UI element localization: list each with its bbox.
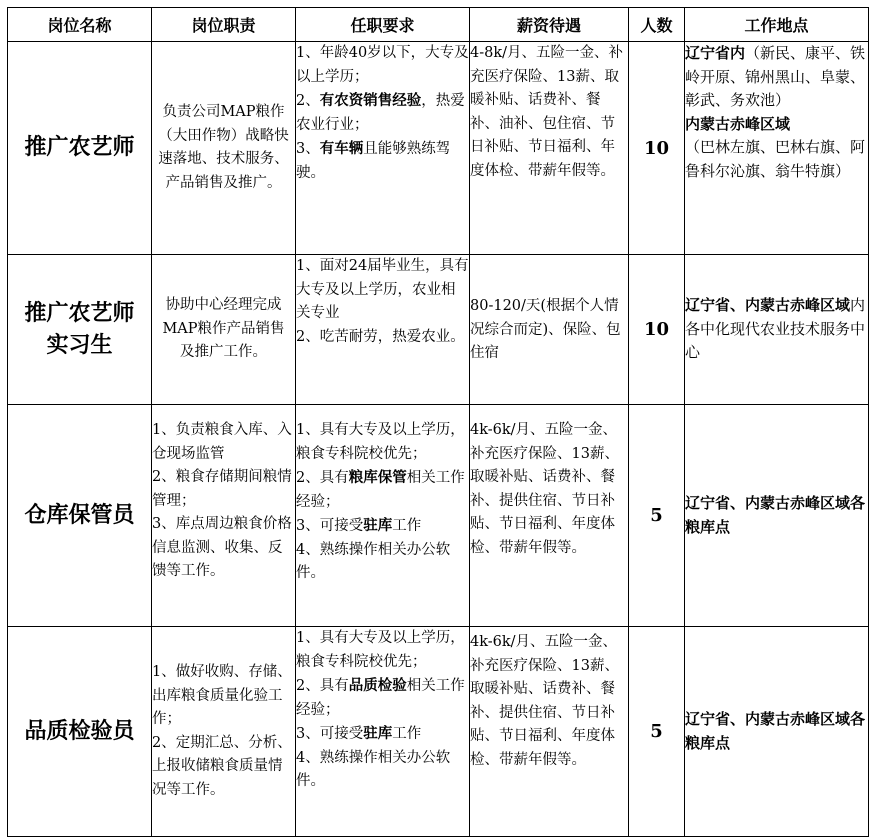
job-duty: 协助中心经理完成MAP粮作产品销售及推广工作。 xyxy=(152,255,296,405)
job-location: 辽宁省、内蒙古赤峰区域内各中化现代农业技术服务中心 xyxy=(685,255,869,405)
table-row xyxy=(8,627,869,837)
header-requirements: 任职要求 xyxy=(296,8,470,42)
job-requirements xyxy=(296,627,470,837)
req-line: 1、年龄40岁以下，大专及以上学历； xyxy=(296,45,469,85)
job-requirements xyxy=(296,255,470,405)
req-line: 2、具有品质检验相关工作经验； xyxy=(296,677,465,718)
req-line: 1、具有大专及以上学历，粮食专科院校优先； xyxy=(296,630,465,670)
job-requirements xyxy=(296,42,470,255)
req-line: 3、可接受驻库工作 xyxy=(296,725,422,742)
table-row xyxy=(8,405,869,627)
table-row xyxy=(8,255,869,405)
header-count: 人数 xyxy=(629,8,685,42)
job-count: 5 xyxy=(629,405,685,627)
job-table xyxy=(7,7,869,837)
job-title: 仓库保管员 xyxy=(8,405,152,627)
header-row xyxy=(8,8,869,42)
job-title: 推广农艺师 实习生 xyxy=(8,255,152,405)
req-line: 1、面对24届毕业生，具有大专及以上学历，农业相关专业 xyxy=(296,258,469,321)
job-duty: 1、负责粮食入库、入仓现场监管 2、粮食存储期间粮情管理； 3、库点周边粮食价格信息监测、收集、反馈等工作。 xyxy=(152,405,296,627)
header-title: 岗位名称 xyxy=(8,8,152,42)
job-count: 5 xyxy=(629,627,685,837)
header-salary: 薪资待遇 xyxy=(470,8,629,42)
req-line: 3、可接受驻库工作 xyxy=(296,517,422,534)
req-line: 3、有车辆且能够熟练驾驶。 xyxy=(296,140,451,181)
job-location: 辽宁省、内蒙古赤峰区域各粮库点 xyxy=(685,405,869,627)
job-count: 10 xyxy=(629,255,685,405)
job-salary: 4k-6k/月、五险一金、补充医疗保险、13薪、取暖补贴、话费补、餐补、提供住宿、节日补贴、节日福利、年度体检、带薪年假等。 xyxy=(470,627,629,837)
req-line: 2、有农资销售经验，热爱农业行业； xyxy=(296,92,465,133)
job-location: 辽宁省内（新民、康平、铁岭开原、锦州黑山、阜蒙、彰武、务欢池） 内蒙古赤峰区域 （巴林左旗、巴林右旗、阿鲁科尔沁旗、翁牛特旗） xyxy=(685,42,869,255)
job-title: 品质检验员 xyxy=(8,627,152,837)
req-line: 1、具有大专及以上学历，粮食专科院校优先； xyxy=(296,422,465,462)
job-salary: 80-120/天(根据个人情况综合而定)、保险、包住宿 xyxy=(470,255,629,405)
header-duty: 岗位职责 xyxy=(152,8,296,42)
job-location: 辽宁省、内蒙古赤峰区域各粮库点 xyxy=(685,627,869,837)
req-line: 2、吃苦耐劳，热爱农业。 xyxy=(296,328,465,345)
job-requirements xyxy=(296,405,470,627)
header-location: 工作地点 xyxy=(685,8,869,42)
job-salary: 4-8k/月、五险一金、补充医疗保险、13薪、取暖补贴、话费补、餐补、油补、包住宿、节日补贴、节日福利、年度体检、带薪年假等。 xyxy=(470,42,629,255)
job-title: 推广农艺师 xyxy=(8,42,152,255)
req-line: 2、具有粮库保管相关工作经验； xyxy=(296,469,465,510)
req-line: 4、熟练操作相关办公软件。 xyxy=(296,749,451,789)
table-row xyxy=(8,42,869,255)
job-count: 10 xyxy=(629,42,685,255)
req-line: 4、熟练操作相关办公软件。 xyxy=(296,541,451,581)
job-duty: 负责公司MAP粮作（大田作物）战略快速落地、技术服务、产品销售及推广。 xyxy=(152,42,296,255)
job-salary: 4k-6k/月、五险一金、补充医疗保险、13薪、取暖补贴、话费补、餐补、提供住宿、节日补贴、节日福利、年度体检、带薪年假等。 xyxy=(470,405,629,627)
job-duty: 1、做好收购、存储、出库粮食质量化验工作； 2、定期汇总、分析、上报收储粮食质量情况等工作。 xyxy=(152,627,296,837)
